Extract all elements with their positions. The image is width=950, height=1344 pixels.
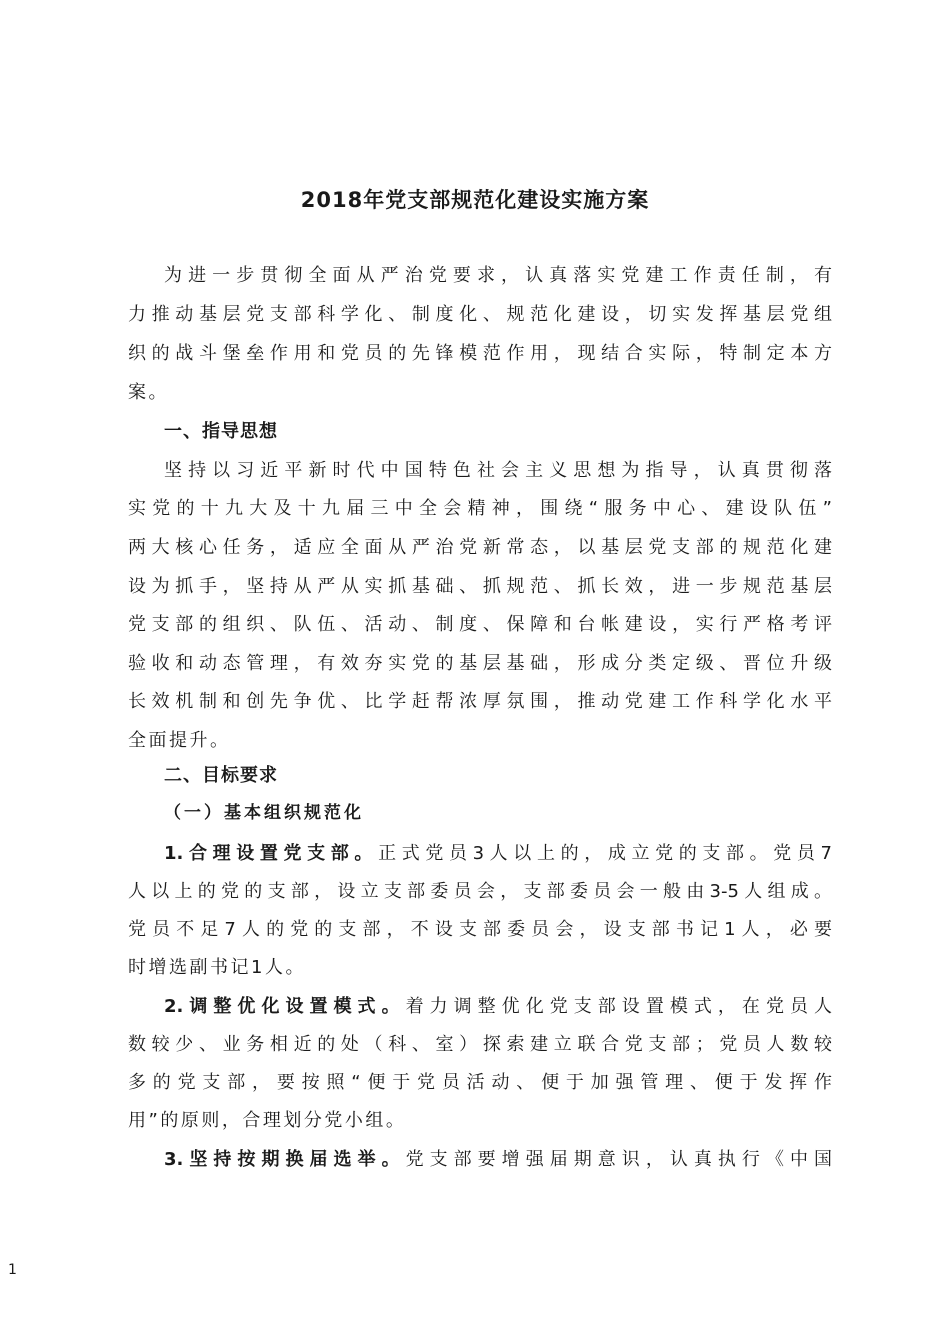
body-line: 用”的原则，合理划分党小组。: [128, 1110, 407, 1131]
body-line: 实党的十九大及十九届三中全会精神，围绕“服务中心、建设队伍”: [128, 498, 832, 519]
section-heading: 二、目标要求: [164, 765, 278, 786]
body-line: 长效机制和创先争优、比学赶帮浓厚氛围，推动党建工作科学化水平: [128, 691, 832, 712]
subsection-heading: （一）基本组织规范化: [164, 803, 364, 823]
item-title: 3.坚持按期换届选举。: [164, 1149, 406, 1170]
body-line: 党支部的组织、队伍、活动、制度、保障和台帐建设，实行严格考评: [128, 614, 832, 635]
item-text: 着力调整优化党支部设置模式，在党员人: [405, 996, 832, 1017]
body-line: 验收和动态管理，有效夯实党的基层基础，形成分类定级、晋位升级: [128, 653, 832, 674]
page-number: 1: [8, 1262, 17, 1278]
body-line: 两大核心任务，适应全面从严治党新常态，以基层党支部的规范化建: [128, 537, 832, 558]
item-first-line: [164, 995, 832, 1019]
intro-line: 力推动基层党支部科学化、制度化、规范化建设，切实发挥基层党组: [128, 304, 832, 325]
item-first-line: [164, 842, 832, 866]
intro-line: 案。: [128, 382, 169, 403]
body-line: 数较少、业务相近的处（科、室）探索建立联合党支部；党员人数较: [128, 1034, 832, 1055]
intro-line: 为进一步贯彻全面从严治党要求，认真落实党建工作责任制，有: [164, 265, 832, 286]
body-line: 人以上的党的支部，设立支部委员会，支部委员会一般由3-5人组成。: [128, 881, 832, 902]
body-line: 设为抓手，坚持从严从实抓基础、抓规范、抓长效，进一步规范基层: [128, 576, 832, 597]
body-line: 全面提升。: [128, 730, 231, 751]
item-first-line: [164, 1148, 832, 1172]
item-title: 1.合理设置党支部。: [164, 843, 379, 864]
item-text: 党支部要增强届期意识，认真执行《中国: [405, 1149, 832, 1170]
document-title: 2018年党支部规范化建设实施方案: [300, 188, 650, 212]
body-line: 时增选副书记1人。: [128, 957, 306, 978]
item-text: 正式党员3人以上的，成立党的支部。党员7: [378, 843, 832, 864]
body-line: 坚持以习近平新时代中国特色社会主义思想为指导，认真贯彻落: [164, 460, 832, 481]
item-title: 2.调整优化设置模式。: [164, 996, 406, 1017]
body-line: 党员不足7人的党的支部，不设支部委员会，设支部书记1人，必要: [128, 919, 832, 940]
section-heading: 一、指导思想: [164, 421, 278, 442]
body-line: 多的党支部，要按照“便于党员活动、便于加强管理、便于发挥作: [128, 1072, 832, 1093]
intro-line: 织的战斗堡垒作用和党员的先锋模范作用，现结合实际，特制定本方: [128, 343, 832, 364]
